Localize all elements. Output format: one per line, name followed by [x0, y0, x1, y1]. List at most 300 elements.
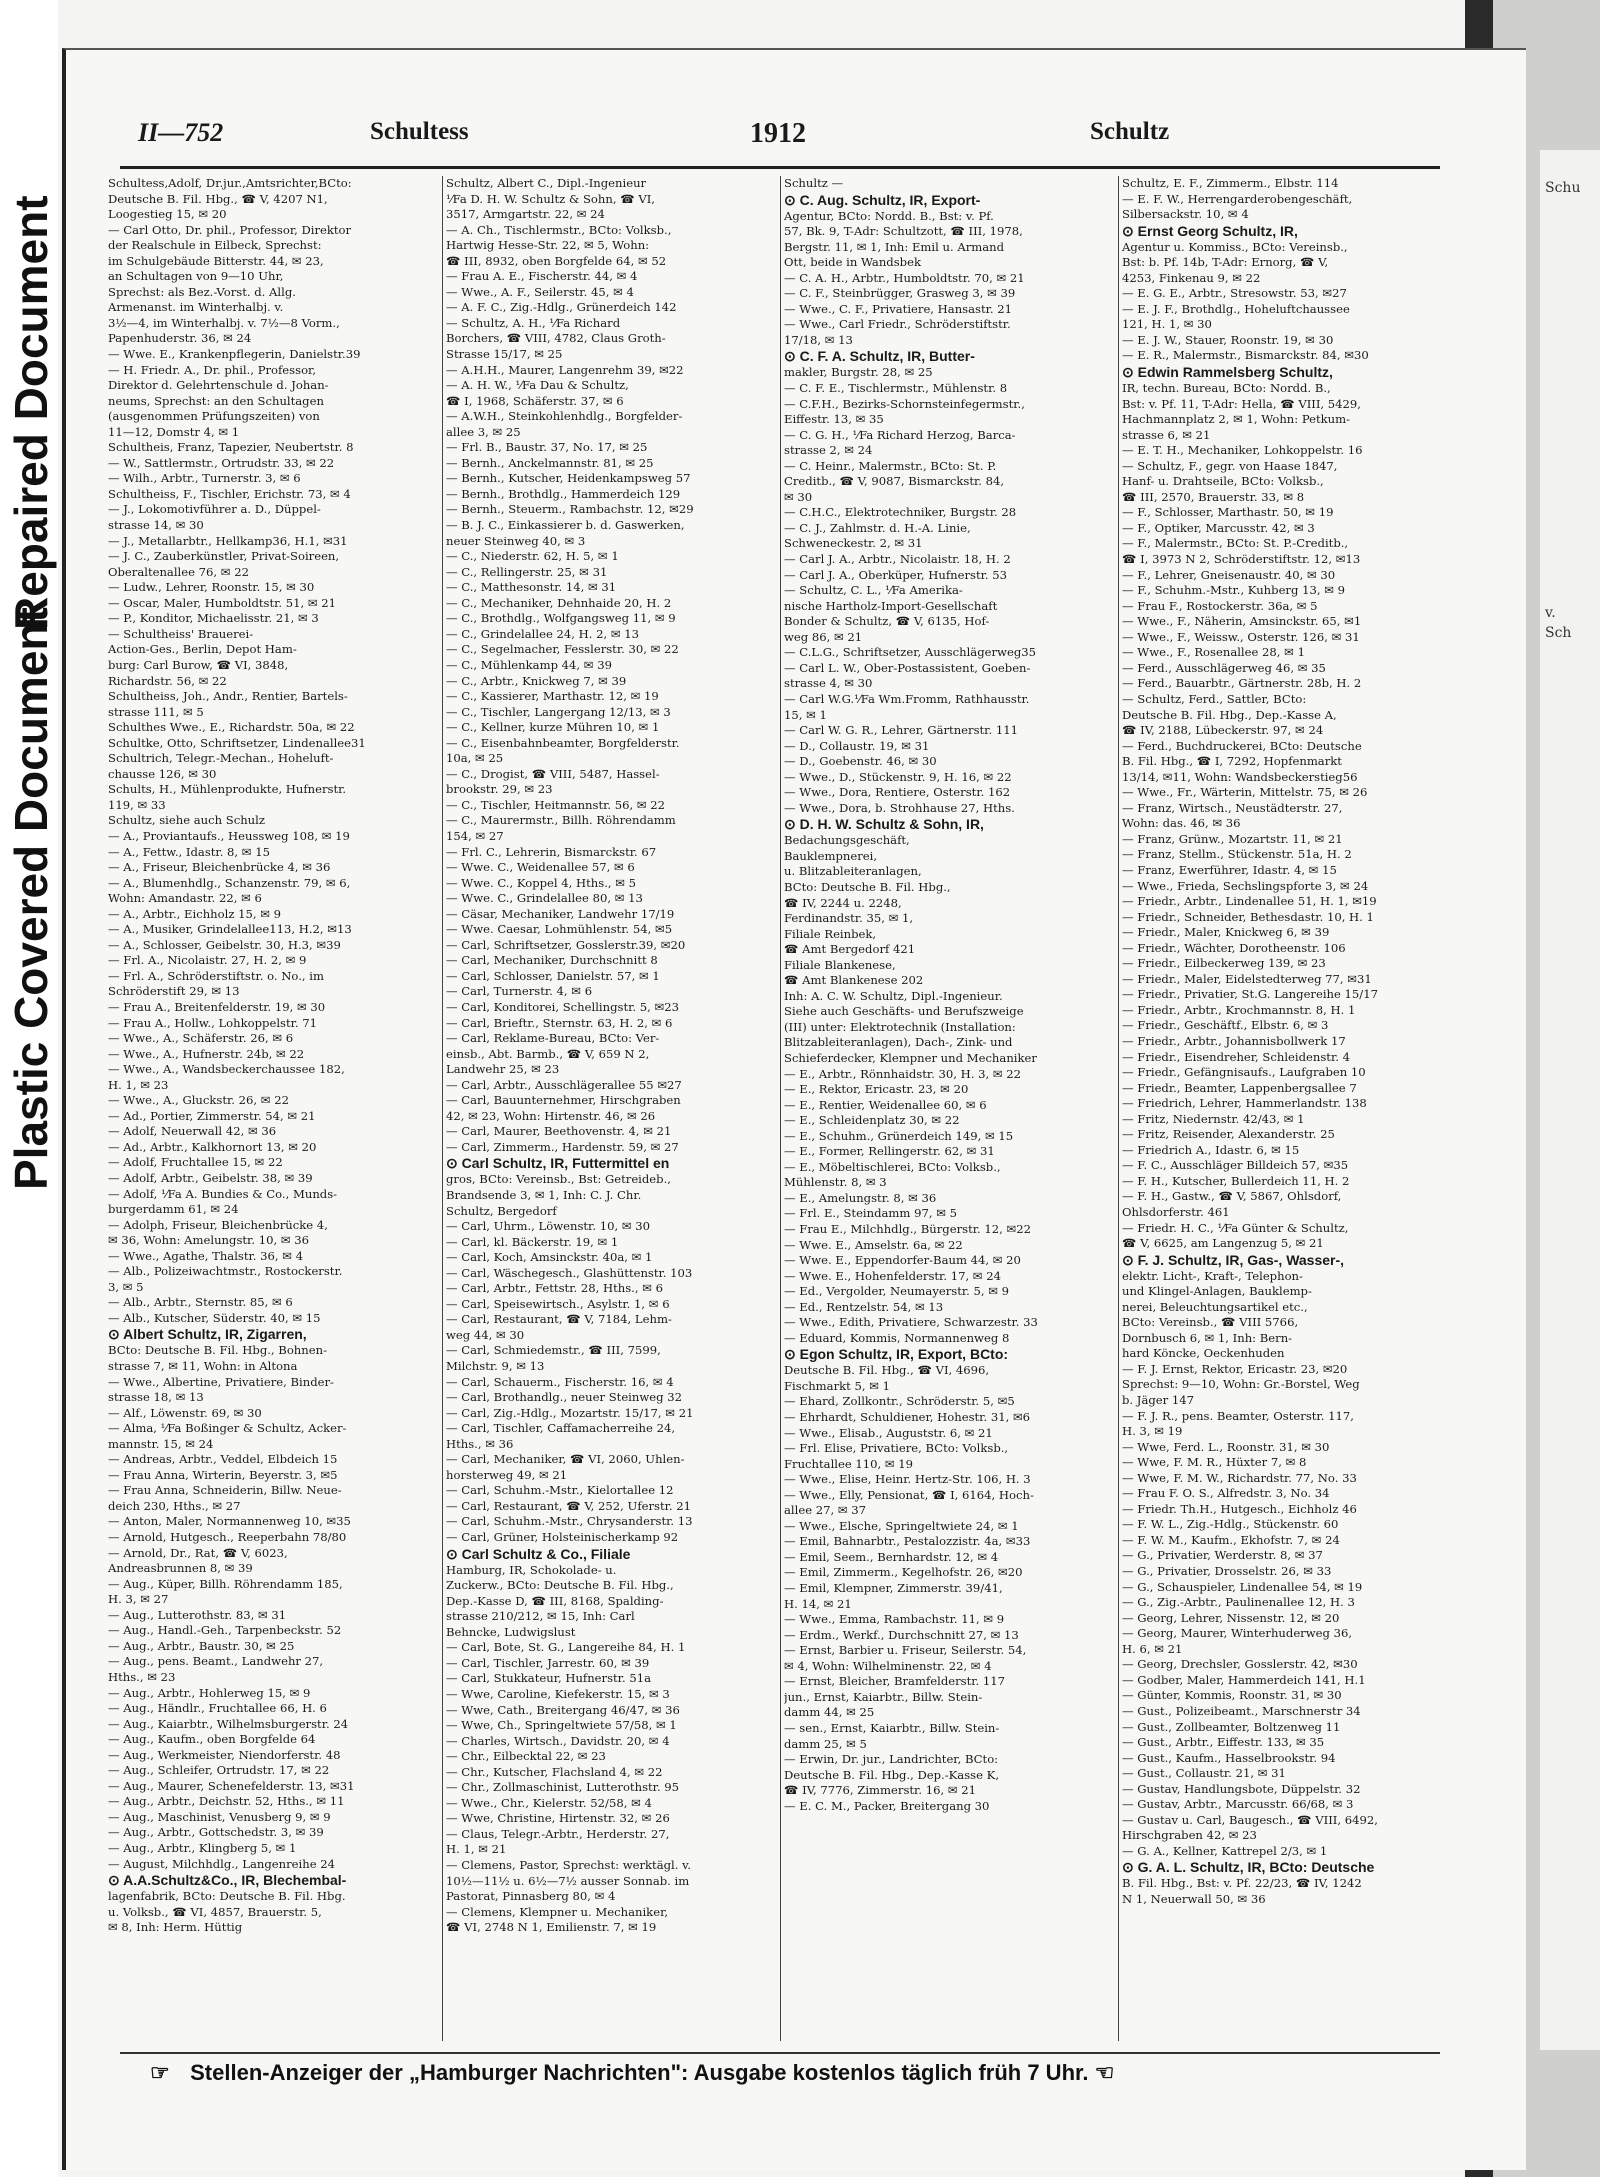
directory-entry-line: — Friedr., Arbtr., Johannisbollwerk 17	[1122, 1033, 1346, 1048]
directory-entry-line: — Alf., Löwenstr. 69, ✉ 30	[108, 1405, 262, 1420]
directory-entry-line: BCto: Deutsche B. Fil. Hbg., Bohnen-	[108, 1343, 327, 1358]
directory-entry-line: strasse 2, ✉ 24	[784, 443, 873, 458]
directory-entry-line: — G., Schauspieler, Lindenallee 54, ✉ 19	[1122, 1579, 1363, 1594]
directory-entry-line: — C., Mechaniker, Dehnhaide 20, H. 2	[446, 595, 672, 610]
directory-entry-line: — Carl, Wäschegesch., Glashüttenstr. 103	[446, 1265, 693, 1280]
directory-entry-line: — August, Milchhdlg., Langenreihe 24	[108, 1856, 336, 1871]
directory-entry-line: — Clemens, Pastor, Sprechst: werktägl. v.	[446, 1857, 691, 1872]
directory-entry-line: — Adolf, Neuerwall 42, ✉ 36	[108, 1124, 277, 1139]
directory-entry-line: — Friedr. H. C., ⅟Fa Günter & Schultz,	[1122, 1220, 1349, 1235]
directory-entry-line: — Wwe., Elsche, Springeltwiete 24, ✉ 1	[784, 1518, 1019, 1533]
directory-entry-line: — Cäsar, Mechaniker, Landwehr 17/19	[446, 906, 675, 921]
directory-entry-line: — Franz, Grünw., Mozartstr. 11, ✉ 21	[1122, 831, 1343, 846]
directory-entry-line: Richardstr. 56, ✉ 22	[108, 673, 227, 688]
directory-entry-line: — Carl, Schriftsetzer, Gosslerstr.39, ✉20	[446, 937, 686, 952]
directory-entry-line: 119, ✉ 33	[108, 797, 166, 812]
directory-entry-line: — C.H.C., Elektrotechniker, Burgstr. 28	[784, 505, 1017, 520]
directory-entry-line: mannstr. 15, ✉ 24	[108, 1436, 214, 1451]
directory-entry-line: — Wwe., Elly, Pensionat, ☎ I, 6164, Hoch-	[784, 1487, 1034, 1502]
directory-entry-line: Borchers, ☎ VIII, 4782, Claus Groth-	[446, 331, 666, 346]
directory-entry-line: — Gust., Collaustr. 21, ✉ 31	[1122, 1766, 1286, 1781]
directory-entry-line: — Adolf, ⅟Fa A. Bundies & Co., Munds-	[108, 1186, 338, 1201]
directory-entry-line: — Carl, Schmiedemstr., ☎ III, 7599,	[446, 1343, 661, 1358]
directory-entry-line: BCto: Deutsche B. Fil. Hbg.,	[784, 879, 951, 894]
directory-entry-line: — Carl, Schuhm.-Mstr., Chrysanderstr. 13	[446, 1514, 693, 1529]
directory-entry-line: — C., Matthesonstr. 14, ✉ 31	[446, 580, 617, 595]
directory-entry-line: — F. H., Kutscher, Bullerdeich 11, H. 2	[1122, 1173, 1350, 1188]
directory-entry-line: 17/18, ✉ 13	[784, 332, 853, 347]
directory-entry-line: H. 6, ✉ 21	[1122, 1641, 1183, 1656]
directory-entry-line: H. 3, ✉ 19	[1122, 1424, 1183, 1439]
directory-entry-line: Bst: v. Pf. 11, T-Adr: Hella, ☎ VIII, 5429,	[1122, 396, 1361, 411]
directory-entry-line: B. Fil. Hbg., ☎ I, 7292, Hopfenmarkt	[1122, 754, 1342, 769]
directory-entry-line: Schultheiss, Joh., Andr., Rentier, Bartels-	[108, 689, 348, 704]
adjacent-page-text: Sch	[1545, 625, 1572, 641]
directory-entry-line: ⅟Fa D. H. W. Schultz & Sohn, ☎ VI,	[446, 191, 655, 206]
directory-entry-line: — Frau E., Milchhdlg., Bürgerstr. 12, ✉22	[784, 1222, 1031, 1236]
directory-entry-line: — Ed., Vergolder, Neumayerstr. 5, ✉ 9	[784, 1284, 1010, 1299]
directory-entry-line: — Carl, Maurer, Beethovenstr. 4, ✉ 21	[446, 1124, 672, 1139]
directory-entry-line: — Erdm., Werkf., Durchschnitt 27, ✉ 13	[784, 1627, 1019, 1642]
directory-entry-line: — Wwe., A., Hufnerstr. 24b, ✉ 22	[108, 1046, 305, 1061]
directory-entry-line: — A. Ch., Tischlermstr., BCto: Volksb.,	[446, 222, 672, 237]
directory-entry-line: — C., Niederstr. 62, H. 5, ✉ 1	[446, 549, 619, 564]
directory-entry-line: lagenfabrik, BCto: Deutsche B. Fil. Hbg.	[108, 1889, 346, 1904]
directory-entry-line: — Friedr. Th.H., Hutgesch., Eichholz 46	[1122, 1501, 1357, 1516]
directory-entry-line: Papenhuderstr. 36, ✉ 24	[108, 331, 252, 346]
directory-entry-line: H. 1, ✉ 21	[446, 1842, 507, 1857]
directory-entry-line: burgerdamm 61, ✉ 24	[108, 1202, 239, 1217]
directory-entry-line: Filiale Blankenese,	[784, 957, 896, 972]
directory-entry-line: — C.L.G., Schriftsetzer, Ausschlägerweg35	[784, 645, 1036, 660]
directory-entry-line: — Charles, Wirtsch., Davidstr. 20, ✉ 4	[446, 1733, 670, 1748]
directory-entry-line: — Wwe., Elise, Heinr. Hertz-Str. 106, H. 3	[784, 1472, 1031, 1487]
directory-entry-line: — Erwin, Dr. jur., Landrichter, BCto:	[784, 1752, 999, 1767]
directory-entry-line: — F., Malermstr., BCto: St. P.-Creditb.,	[1122, 536, 1349, 551]
directory-entry-line: — F., Schuhm.-Mstr., Kuhberg 13, ✉ 9	[1122, 583, 1345, 598]
directory-entry-line: — A. F. C., Zig.-Hdlg., Grünerdeich 142	[446, 300, 677, 315]
directory-entry-line: — C., Arbtr., Knickweg 7, ✉ 39	[446, 673, 627, 688]
footer-advert	[150, 2060, 1450, 2090]
directory-entry-line: Behncke, Ludwigslust	[446, 1624, 576, 1639]
directory-entry-line: — Frau A., Breitenfelderstr. 19, ✉ 30	[108, 999, 326, 1014]
directory-entry-line: — Wwe., F., Näherin, Amsinckstr. 65, ✉1	[1122, 614, 1362, 629]
directory-entry-line: — Schultz, C. L., ⅟Fa Amerika-	[784, 583, 963, 598]
directory-entry-line: — Alb., Kutscher, Süderstr. 40, ✉ 15	[108, 1310, 321, 1325]
directory-entry-line: — Wwe, Ch., Springeltwiete 57/58, ✉ 1	[446, 1718, 677, 1733]
directory-entry-line: ☎ I, 1968, Schäferstr. 37, ✉ 6	[446, 393, 624, 408]
directory-entry-line: ✉ 8, Inh: Herm. Hüttig	[108, 1920, 243, 1935]
directory-entry-line: deich 230, Hths., ✉ 27	[108, 1498, 241, 1513]
directory-entry-line: Hirschgraben 42, ✉ 23	[1122, 1828, 1257, 1843]
directory-entry-line: — Aug., Arbtr., Gottschedstr. 3, ✉ 39	[108, 1825, 324, 1840]
directory-entry-line: — Eduard, Kommis, Normannenweg 8	[784, 1330, 1010, 1345]
directory-entry-line: — Carl, Reklame-Bureau, BCto: Ver-	[446, 1031, 660, 1046]
adjacent-page	[1540, 150, 1600, 2050]
directory-entry-line: einsb., Abt. Barmb., ☎ V, 659 N 2,	[446, 1046, 650, 1061]
directory-entry-line: — Ludw., Lehrer, Roonstr. 15, ✉ 30	[108, 580, 315, 595]
directory-entry-line: — Bernh., Brothdlg., Hammerdeich 129	[446, 486, 681, 501]
directory-entry-line: — Franz, Wirtsch., Neustädterstr. 27,	[1122, 800, 1343, 815]
directory-entry-line: — F. W. M., Kaufm., Ekhofstr. 7, ✉ 24	[1122, 1532, 1340, 1547]
directory-entry-line: — D., Goebenstr. 46, ✉ 30	[784, 754, 937, 769]
directory-entry-line: nische Hartholz-Import-Gesellschaft	[784, 598, 998, 613]
directory-entry-line: — Carl, Arbtr., Ausschlägerallee 55 ✉27	[446, 1077, 682, 1092]
directory-entry-line: — Carl J. A., Oberküper, Hufnerstr. 53	[784, 567, 1008, 582]
directory-entry-line: ☎ VI, 2748 N 1, Emilienstr. 7, ✉ 19	[446, 1920, 657, 1935]
directory-entry-line: Landwehr 25, ✉ 23	[446, 1062, 560, 1077]
page-header	[120, 118, 1450, 158]
directory-entry-line: — P., Konditor, Michaelisstr. 21, ✉ 3	[108, 611, 319, 626]
directory-entry-line: — F. J. R., pens. Beamter, Osterstr. 117,	[1122, 1408, 1354, 1423]
directory-entry-line: — Frl. Elise, Privatiere, BCto: Volksb.,	[784, 1441, 1009, 1456]
directory-entry-line: — Ernst, Bleicher, Bramfelderstr. 117	[784, 1674, 1006, 1689]
directory-entry-line: — Chr., Kutscher, Flachsland 4, ✉ 22	[446, 1764, 663, 1779]
directory-entry-line: — C. F. E., Tischlermstr., Mühlenstr. 8	[784, 381, 1008, 396]
column-3	[784, 176, 1112, 2046]
directory-entry-line: strasse 18, ✉ 13	[108, 1390, 204, 1405]
directory-entry-line: Schultz, siehe auch Schulz	[108, 813, 265, 828]
directory-entry-line: — Frl. B., Baustr. 37, No. 17, ✉ 25	[446, 440, 648, 455]
directory-entry-line: — Godber, Maler, Hammerdeich 141, H.1	[1122, 1672, 1366, 1687]
directory-entry-line: — Friedr., Arbtr., Lindenallee 51, H. 1, ✉19	[1122, 894, 1377, 909]
directory-entry-line: — Gust., Arbtr., Eiffestr. 133, ✉ 35	[1122, 1735, 1325, 1750]
directory-entry-line: — Aug., Arbtr., Deichstr. 52, Hths., ✉ 11	[108, 1794, 345, 1809]
directory-entry-line: — Georg, Lehrer, Nissenstr. 12, ✉ 20	[1122, 1610, 1340, 1625]
directory-entry-line: — Wwe., F., Rosenallee 28, ✉ 1	[1122, 645, 1305, 660]
directory-entry-line: — Aug., Maschinist, Venusberg 9, ✉ 9	[108, 1809, 331, 1824]
directory-entry-line: — Ehard, Zollkontr., Schröderstr. 5, ✉5	[784, 1394, 1015, 1409]
directory-entry-line: H. 1, ✉ 23	[108, 1077, 169, 1092]
directory-entry-line: ✉ 36, Wohn: Amelungstr. 10, ✉ 36	[108, 1233, 309, 1248]
directory-entry-line: — Carl, Grüner, Holsteinischerkamp 92	[446, 1530, 679, 1545]
directory-entry-line: — A., Arbtr., Eichholz 15, ✉ 9	[108, 906, 282, 921]
directory-entry-line: Loogestieg 15, ✉ 20	[108, 207, 227, 222]
directory-entry-line: — sen., Ernst, Kaiarbtr., Billw. Stein-	[784, 1720, 1000, 1735]
directory-entry-line: — Aug., Arbtr., Hohlerweg 15, ✉ 9	[108, 1685, 311, 1700]
directory-entry-line: — Carl, Tischler, Jarrestr. 60, ✉ 39	[446, 1655, 650, 1670]
directory-entry-line: — Wwe., Dora, Rentiere, Osterstr. 162	[784, 785, 1011, 800]
directory-entry-line: — Wwe., Elisab., Auguststr. 6, ✉ 21	[784, 1425, 993, 1440]
directory-entry-line: — E. C. M., Packer, Breitergang 30	[784, 1798, 990, 1813]
directory-entry-line: nerei, Beleuchtungsartikel etc.,	[1122, 1299, 1308, 1314]
directory-entry-line: Mühlenstr. 8, ✉ 3	[784, 1175, 887, 1190]
directory-entry-line: — Alb., Polizeiwachtmstr., Rostockerstr.	[108, 1264, 343, 1279]
directory-entry-line: — Aug., Arbtr., Klingberg 5, ✉ 1	[108, 1840, 297, 1855]
directory-entry-line: 11—12, Domstr 4, ✉ 1	[108, 424, 240, 439]
directory-entry-line: — E., Möbeltischlerei, BCto: Volksb.,	[784, 1159, 1001, 1174]
directory-entry-line: — A., Blumenhdlg., Schanzenstr. 79, ✉ 6,	[108, 875, 351, 890]
directory-entry-line: — Friedr., Privatier, St.G. Langereihe 15/17	[1122, 987, 1378, 1002]
directory-entry-line: — Aug., Maurer, Schenefelderstr. 13, ✉31	[108, 1778, 355, 1793]
directory-entry-line: Creditb., ☎ V, 9087, Bismarckstr. 84,	[784, 474, 1005, 489]
directory-entry-line: ⊙ Carl Schultz & Co., Filiale	[446, 1545, 631, 1562]
directory-entry-line: — Wwe., Carl Friedr., Schröderstiftstr.	[784, 317, 1011, 332]
directory-entry-line: ☎ I, 3973 N 2, Schröderstiftstr. 12, ✉13	[1122, 552, 1361, 567]
directory-entry-line: — Aug., Lutterothstr. 83, ✉ 31	[108, 1607, 287, 1622]
directory-entry-line: Wohn: Amandastr. 22, ✉ 6	[108, 891, 262, 906]
directory-entry-line: — Frl. A., Nicolaistr. 27, H. 2, ✉ 9	[108, 953, 307, 968]
directory-entry-line: ⊙ G. A. L. Schultz, IR, BCto: Deutsche	[1122, 1859, 1375, 1876]
directory-entry-line: — Gust., Polizeibeamt., Marschnerstr 34	[1122, 1703, 1361, 1718]
directory-entry-line: — Schultz, F., gegr. von Haase 1847,	[1122, 458, 1338, 473]
directory-entry-line: Siehe auch Geschäfts- und Berufszweige	[784, 1004, 1024, 1019]
directory-entry-line: — C., Eisenbahnbeamter, Borgfelderstr.	[446, 735, 680, 750]
repaired-document-label: Repaired Document	[5, 195, 57, 630]
directory-entry-line: Deutsche B. Fil. Hbg., Dep.-Kasse K,	[784, 1767, 1000, 1782]
directory-entry-line: — Wwe., Frieda, Sechslingspforte 3, ✉ 24	[1122, 878, 1369, 893]
directory-entry-line: 154, ✉ 27	[446, 828, 504, 843]
directory-entry-line: Pastorat, Pinnasberg 80, ✉ 4	[446, 1889, 616, 1904]
header-first-entry: Schultess	[370, 118, 469, 145]
directory-entry-line: ⊙ Ernst Georg Schultz, IR,	[1122, 222, 1298, 239]
directory-entry-line: strasse 7, ✉ 11, Wohn: in Altona	[108, 1359, 298, 1374]
directory-entry-line: 15, ✉ 1	[784, 707, 827, 722]
header-year: 1912	[750, 118, 806, 149]
directory-entry-line: Sprechst: 9—10, Wohn: Gr.-Borstel, Weg	[1122, 1377, 1360, 1392]
directory-entry-line: — Gustav, Handlungsbote, Düppelstr. 32	[1122, 1781, 1361, 1796]
directory-entry-line: — Ferd., Ausschlägerweg 46, ✉ 35	[1122, 660, 1326, 675]
directory-entry-line: Brandsende 3, ✉ 1, Inh: C. J. Chr.	[446, 1188, 642, 1202]
directory-entry-line: 121, H. 1, ✉ 30	[1122, 317, 1212, 332]
directory-entry-line: weg 44, ✉ 30	[446, 1327, 525, 1342]
directory-entry-line: — C. Heinr., Malermstr., BCto: St. P.	[784, 458, 997, 473]
directory-entry-line: — A. H. W., ⅟Fa Dau & Schultz,	[446, 378, 629, 393]
directory-entry-line: — Ferd., Buchdruckerei, BCto: Deutsche	[1122, 738, 1362, 753]
directory-entry-line: — Friedrich, Lehrer, Hammerlandstr. 138	[1122, 1096, 1367, 1111]
directory-entry-line: Eiffestr. 13, ✉ 35	[784, 412, 884, 427]
directory-entry-line: — Friedr., Arbtr., Krochmannstr. 8, H. 1	[1122, 1002, 1356, 1017]
column-2	[446, 176, 774, 2046]
directory-entry-line: — C., Rellingerstr. 25, ✉ 31	[446, 564, 608, 579]
column-1	[108, 176, 436, 2046]
directory-entry-line: — Aug., Händlr., Fruchtallee 66, H. 6	[108, 1701, 327, 1716]
directory-entry-line: — Wwe., Fr., Wärterin, Mittelstr. 75, ✉ 26	[1122, 785, 1368, 800]
directory-entry-line: — E. R., Malermstr., Bismarckstr. 84, ✉30	[1122, 348, 1369, 363]
directory-entry-line: — Fritz, Niedernstr. 42/43, ✉ 1	[1122, 1111, 1305, 1126]
directory-entry-line: — E., Rektor, Ericastr. 23, ✉ 20	[784, 1082, 969, 1097]
directory-entry-line: — Arnold, Hutgesch., Reeperbahn 78/80	[108, 1530, 347, 1545]
directory-entry-line: — Aug., pens. Beamt., Landwehr 27,	[108, 1654, 324, 1669]
directory-entry-line: — Wwe, Christine, Hirtenstr. 32, ✉ 26	[446, 1811, 670, 1826]
directory-entry-line: — Franz, Ewerführer, Idastr. 4, ✉ 15	[1122, 862, 1337, 877]
directory-entry-line: BCto: Vereinsb., ☎ VIII 5766,	[1122, 1315, 1299, 1330]
directory-entry-line: 3517, Armgartstr. 22, ✉ 24	[446, 207, 605, 222]
directory-entry-line: ☎ III, 8932, oben Borgfelde 64, ✉ 52	[446, 253, 667, 268]
directory-entry-line: — C.F.H., Bezirks-Schornsteinfegermstr.,	[784, 396, 1025, 411]
directory-entry-line: — Frau Anna, Schneiderin, Billw. Neue-	[108, 1483, 342, 1498]
directory-entry-line: Hths., ✉ 36	[446, 1436, 514, 1451]
directory-entry-line: strasse 4, ✉ 30	[784, 676, 873, 691]
directory-entry-line: b. Jäger 147	[1122, 1393, 1194, 1408]
directory-entry-line: — E., Former, Rellingerstr. 62, ✉ 31	[784, 1144, 995, 1159]
directory-entry-line: — C. F., Steinbrügger, Grasweg 3, ✉ 39	[784, 286, 1016, 301]
directory-entry-line: — Wwe., A., Schäferstr. 26, ✉ 6	[108, 1031, 294, 1046]
directory-entry-line: Bedachungsgeschäft,	[784, 833, 910, 848]
directory-entry-line: — Friedr., Eilbeckerweg 139, ✉ 23	[1122, 956, 1326, 971]
directory-entry-line: — Wwe. C., Koppel 4, Hths., ✉ 5	[446, 875, 637, 890]
directory-entry-line: — Carl, Brothandlg., neuer Steinweg 32	[446, 1390, 683, 1405]
directory-entry-line: — Frl. E., Steindamm 97, ✉ 5	[784, 1206, 958, 1221]
directory-entry-line: — C., Kellner, kurze Mühren 10, ✉ 1	[446, 720, 660, 735]
directory-entry-line: — Wwe., Albertine, Privatiere, Binder-	[108, 1374, 334, 1389]
directory-entry-line: Schweneckestr. 2, ✉ 31	[784, 536, 923, 551]
directory-columns	[108, 176, 1448, 2046]
directory-entry-line: — Wwe., D., Stückenstr. 9, H. 16, ✉ 22	[784, 769, 1012, 784]
directory-entry-line: — Schultz, A. H., ⅟Fa Richard	[446, 315, 621, 330]
directory-entry-line: — C. A. H., Arbtr., Humboldtstr. 70, ✉ 21	[784, 270, 1025, 285]
directory-entry-line: — Frl. C., Lehrerin, Bismarckstr. 67	[446, 844, 657, 859]
pointing-hand-icon: ☜	[1094, 2060, 1115, 2085]
directory-entry-line: Armenanst. im Winterhalbj. v.	[108, 300, 284, 315]
directory-entry-line: — C., Tischler, Langergang 12/13, ✉ 3	[446, 704, 671, 719]
directory-entry-line: Schultess,Adolf, Dr.jur.,Amtsrichter,BCto:	[108, 176, 352, 190]
directory-entry-line: — Wwe., F., Weissw., Osterstr. 126, ✉ 31	[1122, 629, 1360, 644]
directory-entry-line: Bergstr. 11, ✉ 1, Inh: Emil u. Armand	[784, 239, 1005, 254]
directory-entry-line: strasse 210/212, ✉ 15, Inh: Carl	[446, 1609, 635, 1624]
directory-entry-line: — Frau A. E., Fischerstr. 44, ✉ 4	[446, 269, 638, 284]
directory-entry-line: ⊙ Albert Schultz, IR, Zigarren,	[108, 1326, 307, 1343]
directory-entry-line: Bst: b. Pf. 14b, T-Adr: Ernorg, ☎ V,	[1122, 255, 1329, 270]
directory-entry-line: — Wwe. E., Krankenpflegerin, Danielstr.39	[108, 347, 361, 362]
directory-entry-line: — Alb., Arbtr., Sternstr. 85, ✉ 6	[108, 1295, 293, 1310]
directory-entry-line: ⊙ Egon Schultz, IR, Export, BCto:	[784, 1346, 1009, 1363]
directory-entry-line: — Wwe. C., Grindelallee 80, ✉ 13	[446, 891, 643, 906]
directory-entry-line: — Claus, Telegr.-Arbtr., Herderstr. 27,	[446, 1826, 670, 1841]
header-rule	[120, 166, 1440, 169]
directory-entry-line: ✉ 4, Wohn: Wilhelminenstr. 22, ✉ 4	[784, 1658, 992, 1673]
directory-entry-line: — Emil, Seem., Bernhardstr. 12, ✉ 4	[784, 1549, 999, 1564]
directory-entry-line: — F. W. L., Zig.-Hdlg., Stückenstr. 60	[1122, 1517, 1339, 1532]
directory-entry-line: — Carl J. A., Arbtr., Nicolaistr. 18, H. 2	[784, 552, 1011, 567]
directory-entry-line: — Wwe., A., Wandsbeckerchaussee 182,	[108, 1062, 345, 1077]
directory-entry-line: — A., Friseur, Bleichenbrücke 4, ✉ 36	[108, 860, 331, 875]
directory-entry-line: — C., Segelmacher, Fesslerstr. 30, ✉ 22	[446, 642, 679, 657]
directory-entry-line: — Friedr., Gefängnisaufs., Laufgraben 10	[1122, 1065, 1366, 1080]
directory-entry-line: — Carl, Zimmerm., Hardenstr. 59, ✉ 27	[446, 1139, 679, 1154]
directory-entry-line: Schultz, E. F., Zimmerm., Elbstr. 114	[1122, 176, 1339, 190]
directory-entry-line: — A., Schlosser, Geibelstr. 30, H.3, ✉39	[108, 937, 341, 952]
directory-entry-line: makler, Burgstr. 28, ✉ 25	[784, 365, 933, 380]
directory-entry-line: — B. J. C., Einkassierer b. d. Gaswerken,	[446, 518, 685, 533]
directory-entry-line: Action-Ges., Berlin, Depot Ham-	[108, 642, 297, 657]
directory-entry-line: Schultz, Albert C., Dipl.-Ingenieur	[446, 176, 647, 190]
directory-entry-line: Direktor d. Gelehrtenschule d. Johan-	[108, 378, 329, 393]
directory-entry-line: neums, Sprechst: an den Schultagen	[108, 393, 324, 408]
directory-entry-line: damm 25, ✉ 5	[784, 1736, 867, 1751]
directory-entry-line: Schultke, Otto, Schriftsetzer, Lindenallee31	[108, 735, 366, 750]
directory-entry-line: — Carl, Stukkateur, Hufnerstr. 51a	[446, 1671, 651, 1686]
directory-entry-line: Bonder & Schultz, ☎ V, 6135, Hof-	[784, 614, 990, 629]
directory-entry-line: — C., Kassierer, Marthastr. 12, ✉ 19	[446, 689, 659, 704]
directory-entry-line: — E., Schuhm., Grünerdeich 149, ✉ 15	[784, 1128, 1014, 1143]
directory-entry-line: — F. C., Ausschläger Billdeich 57, ✉35	[1122, 1158, 1349, 1173]
directory-entry-line: Strasse 15/17, ✉ 25	[446, 347, 563, 362]
directory-entry-line: — Carl, kl. Bäckerstr. 19, ✉ 1	[446, 1234, 619, 1249]
directory-entry-line: Milchstr. 9, ✉ 13	[446, 1359, 545, 1374]
directory-entry-line: — Günter, Kommis, Roonstr. 31, ✉ 30	[1122, 1688, 1342, 1703]
directory-entry-line: — F. H., Gastw., ☎ V, 5867, Ohlsdorf,	[1122, 1189, 1342, 1204]
directory-entry-line: — Ad., Portier, Zimmerstr. 54, ✉ 21	[108, 1108, 316, 1123]
directory-entry-line: Hachmannplatz 2, ✉ 1, Wohn: Petkum-	[1122, 412, 1351, 427]
directory-entry-line: — Wwe., A. F., Seilerstr. 45, ✉ 4	[446, 284, 634, 299]
directory-entry-line: ☎ IV, 7776, Zimmerstr. 16, ✉ 21	[784, 1783, 976, 1798]
directory-entry-line: — A., Musiker, Grindelallee113, H.2, ✉13	[108, 922, 352, 937]
directory-entry-line: — F., Optiker, Marcusstr. 42, ✉ 3	[1122, 520, 1315, 535]
plastic-covered-label: Plastic Covered Document	[5, 607, 57, 1190]
directory-entry-line: Ferdinandstr. 35, ✉ 1,	[784, 911, 914, 926]
adjacent-page-text: v.	[1545, 605, 1556, 621]
directory-entry-line: Wohn: das. 46, ✉ 36	[1122, 816, 1241, 831]
directory-entry-line: — H. Friedr. A., Dr. phil., Professor,	[108, 362, 317, 377]
directory-entry-line: Dornbusch 6, ✉ 1, Inh: Bern-	[1122, 1330, 1293, 1345]
directory-entry-line: — Schultheiss' Brauerei-	[108, 626, 254, 641]
directory-entry-line: — Wwe., C. F., Privatiere, Hansastr. 21	[784, 301, 1013, 316]
directory-entry-line: — Aug., Kaufm., oben Borgfelde 64	[108, 1732, 316, 1747]
directory-entry-line: — Carl, Koch, Amsinckstr. 40a, ✉ 1	[446, 1250, 653, 1265]
directory-entry-line: — Wilh., Arbtr., Turnerstr. 3, ✉ 6	[108, 471, 301, 486]
directory-entry-line: — Wwe. E., Eppendorfer-Baum 44, ✉ 20	[784, 1253, 1021, 1268]
directory-entry-line: — Aug., Arbtr., Baustr. 30, ✉ 25	[108, 1638, 295, 1653]
directory-entry-line: u. Volksb., ☎ VI, 4857, Brauerstr. 5,	[108, 1904, 322, 1919]
directory-entry-line: — Carl, Restaurant, ☎ V, 7184, Lehm-	[446, 1312, 672, 1327]
directory-entry-line: — Wwe., Edith, Privatiere, Schwarzestr. 33	[784, 1315, 1038, 1330]
directory-entry-line: Schultheis, Franz, Tapezier, Neubertstr. 8	[108, 440, 354, 455]
directory-entry-line: Filiale Reinbek,	[784, 926, 877, 941]
directory-entry-line: Blitzableiteranlagen), Dach-, Zink- und	[784, 1035, 1013, 1050]
directory-entry-line: Fischmarkt 5, ✉ 1	[784, 1378, 891, 1393]
pointing-hand-icon: ☞	[150, 2060, 170, 2085]
directory-entry-line: — E., Schleidenplatz 30, ✉ 22	[784, 1113, 960, 1128]
directory-entry-line: — Carl, Speisewirtsch., Asylstr. 1, ✉ 6	[446, 1296, 670, 1311]
directory-entry-line: — G., Privatier, Drosselstr. 26, ✉ 33	[1122, 1564, 1332, 1579]
directory-entry-line: — Carl, Schlosser, Danielstr. 57, ✉ 1	[446, 968, 660, 983]
directory-entry-line: strasse 6, ✉ 21	[1122, 427, 1211, 442]
directory-entry-line: — Friedr., Maler, Eidelstedterweg 77, ✉31	[1122, 971, 1372, 986]
directory-entry-line: — E. T. H., Mechaniker, Lohkoppelstr. 16	[1122, 443, 1363, 458]
directory-entry-line: — Carl, Mechaniker, Durchschnitt 8	[446, 953, 658, 968]
directory-entry-line: — Aug., Kaiarbtr., Wilhelmsburgerstr. 24	[108, 1716, 349, 1731]
directory-entry-line: Schröderstift 29, ✉ 13	[108, 984, 240, 999]
directory-entry-line: (III) unter: Elektrotechnik (Installation:	[784, 1019, 1016, 1034]
directory-entry-line: Schultheiss, F., Tischler, Erichstr. 73, ✉ 4	[108, 486, 351, 501]
directory-entry-line: Agentur u. Kommiss., BCto: Vereinsb.,	[1122, 239, 1348, 254]
directory-entry-line: — Aug., Schleifer, Ortrudstr. 17, ✉ 22	[108, 1763, 330, 1778]
directory-entry-line: — Gust., Kaufm., Hasselbrookstr. 94	[1122, 1750, 1336, 1765]
directory-entry-line: ☎ III, 2570, Brauerstr. 33, ✉ 8	[1122, 489, 1305, 504]
directory-entry-line: — W., Sattlermstr., Ortrudstr. 33, ✉ 22	[108, 455, 335, 470]
directory-entry-line: — Emil, Zimmerm., Kegelhofstr. 26, ✉20	[784, 1565, 1023, 1580]
directory-entry-line: an Schultagen von 9—10 Uhr,	[108, 269, 284, 284]
directory-entry-line: — Wwe, F. M. W., Richardstr. 77, No. 33	[1122, 1470, 1357, 1485]
directory-entry-line: — Wwe, Cath., Breitergang 46/47, ✉ 36	[446, 1702, 680, 1717]
directory-entry-line: — Bernh., Kutscher, Heidenkampsweg 57	[446, 471, 691, 486]
directory-entry-line: — E. J. F., Brothdlg., Hoheluftchaussee	[1122, 301, 1350, 316]
directory-entry-line: Agentur, BCto: Nordd. B., Bst: v. Pf.	[784, 208, 994, 223]
directory-entry-line: — E., Amelungstr. 8, ✉ 36	[784, 1190, 937, 1205]
directory-entry-line: — Carl W.G.⅟Fa Wm.Fromm, Rathhausstr.	[784, 691, 1030, 706]
directory-entry-line: — C., Drogist, ☎ VIII, 5487, Hassel-	[446, 766, 660, 781]
directory-entry-line: ⊙ C. F. A. Schultz, IR, Butter-	[784, 348, 975, 365]
directory-entry-line: ☎ V, 6625, am Langenzug 5, ✉ 21	[1122, 1236, 1324, 1251]
directory-entry-line: — Wwe, Caroline, Kiefekerstr. 15, ✉ 3	[446, 1686, 670, 1701]
directory-entry-line: — Georg, Maurer, Winterhuderweg 36,	[1122, 1626, 1353, 1641]
directory-entry-line: — J. C., Zauberkünstler, Privat-Soireen,	[108, 549, 340, 564]
directory-entry-line: — A.H.H., Maurer, Langenrehm 39, ✉22	[446, 362, 684, 377]
directory-entry-line: (ausgenommen Prüfungszeiten) von	[108, 409, 320, 424]
directory-entry-line: — Ed., Rentzelstr. 54, ✉ 13	[784, 1299, 944, 1314]
directory-entry-line: Schultz —	[784, 176, 844, 190]
